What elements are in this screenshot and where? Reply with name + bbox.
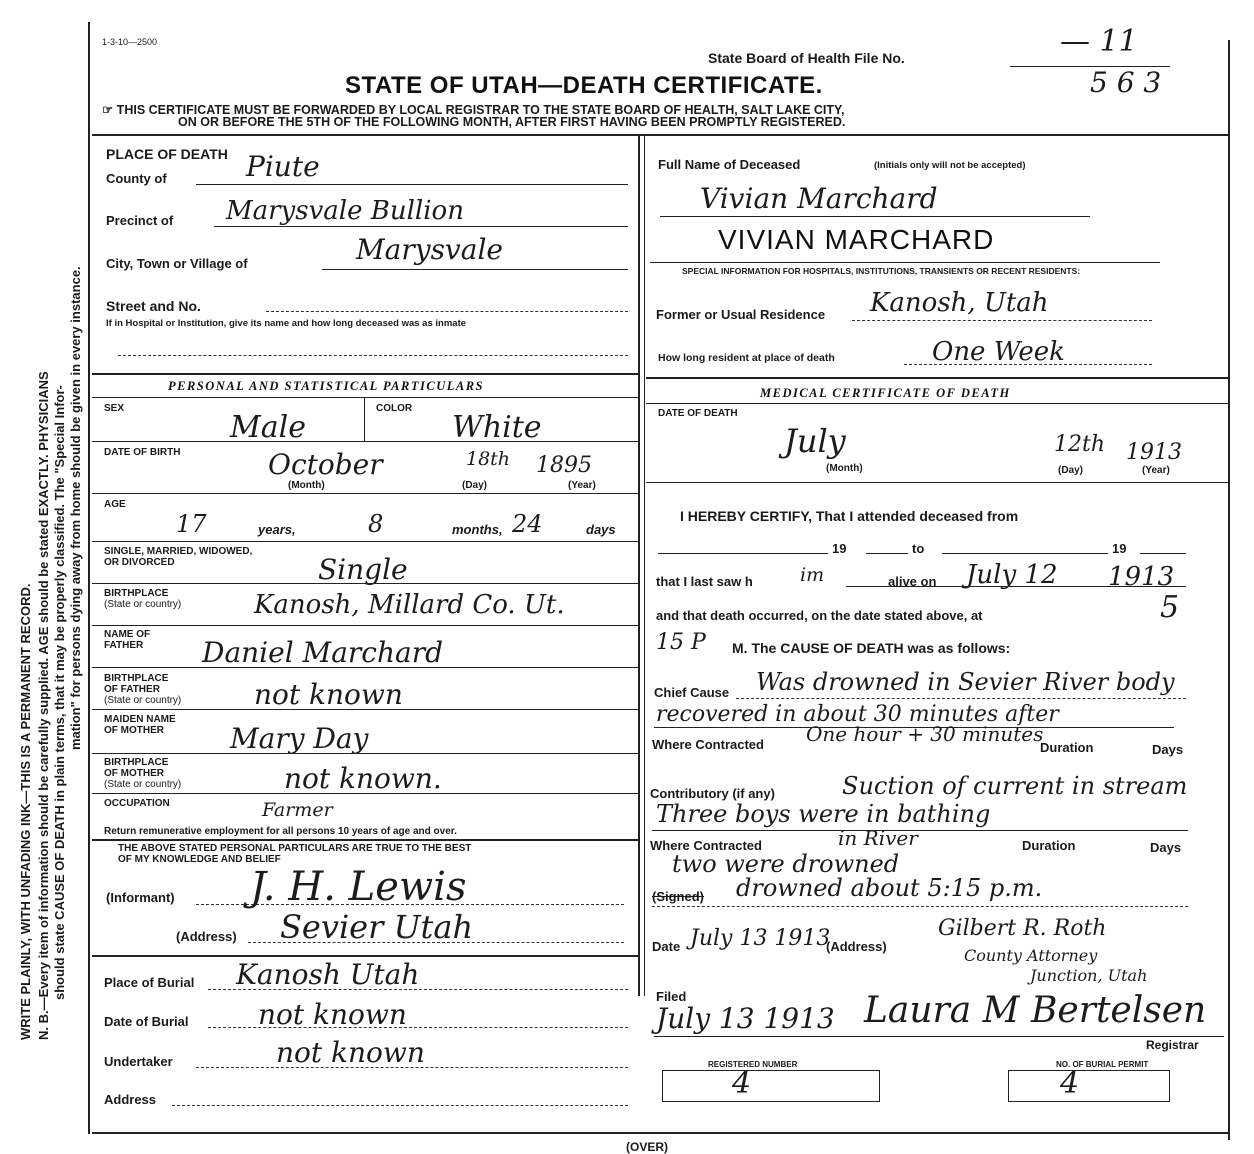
where-contracted-1-label: Where Contracted xyxy=(652,737,764,752)
cause-intro: M. The CAUSE OF DEATH was as follows: xyxy=(732,640,1011,656)
burial-place-label: Place of Burial xyxy=(104,975,195,990)
city-label: City, Town or Village of xyxy=(106,256,248,271)
cert-address-label: (Address) xyxy=(826,939,887,954)
true-statement-2: OF MY KNOWLEDGE AND BELIEF xyxy=(118,854,281,865)
p-rule-2 xyxy=(92,493,638,494)
chief-cause-1: Was drowned in Sevier River body xyxy=(756,668,1175,696)
center-divider xyxy=(638,136,640,996)
occupation-label: OCCUPATION xyxy=(104,798,170,809)
p-rule-1 xyxy=(92,441,638,442)
last-saw-year: 1913 xyxy=(1108,562,1175,592)
last-saw-line xyxy=(846,586,1186,587)
signed-label: (Signed) xyxy=(652,889,704,904)
left-border xyxy=(88,22,90,1134)
county-label: County of xyxy=(106,171,167,186)
occupation-note: Return remunerative employment for all persons 10 years of age and over. xyxy=(104,826,457,837)
page-title: STATE OF UTAH—DEATH CERTIFICATE. xyxy=(345,72,823,99)
precinct-label: Precinct of xyxy=(106,213,174,228)
sex-color-divider xyxy=(364,398,365,441)
name-rule xyxy=(650,262,1160,263)
marital-value: Single xyxy=(318,553,408,586)
p-rule-3 xyxy=(92,541,638,542)
burial-permit-label: NO. OF BURIAL PERMIT xyxy=(1056,1060,1149,1069)
physician-title: County Attorney xyxy=(964,946,1098,965)
birthplace-sublabel: (State or country) xyxy=(104,599,182,610)
father-label-1: NAME OF xyxy=(104,629,151,640)
residence-label: Former or Usual Residence xyxy=(656,307,826,322)
where-contracted-2-label: Where Contracted xyxy=(650,838,762,853)
registered-number-value: 4 xyxy=(732,1066,752,1101)
form-number: 1-3-10—2500 xyxy=(102,37,158,47)
residence-value: Kanosh, Utah xyxy=(870,288,1049,318)
chief-cause-line xyxy=(736,698,1186,699)
name-note: (Initials only will not be accepted) xyxy=(874,160,1026,171)
true-statement-1: THE ABOVE STATED PERSONAL PARTICULARS ARE TRUE TO THE BEST xyxy=(118,843,472,854)
dod-month: July xyxy=(784,422,846,460)
signed-line xyxy=(652,906,1188,907)
p-rule-6 xyxy=(92,667,638,668)
burial-place-value: Kanosh Utah xyxy=(236,958,420,991)
place-heading: PLACE OF DEATH xyxy=(106,146,228,162)
mother-value: Mary Day xyxy=(230,722,369,755)
mother-birthplace-label-3: (State or country) xyxy=(104,779,182,790)
age-months-value: 8 xyxy=(368,510,384,538)
burial-permit-box xyxy=(1008,1070,1170,1102)
hospital-note: If in Hospital or Institution, give its name and how long deceased was as inmate xyxy=(106,318,467,329)
instructions-line-2: ON OR BEFORE THE 5TH OF THE FOLLOWING MONTH, AFTER FIRST HAVING BEEN PROMPTLY REGISTERED. xyxy=(178,115,846,129)
side-note-line-2: should state CAUSE OF DEATH in plain terms, that it may be properly classified. The "Special Infor- xyxy=(52,385,67,1000)
occupation-value: Farmer xyxy=(262,799,333,821)
county-value: Piute xyxy=(246,150,320,183)
bottom-border xyxy=(92,1132,1228,1134)
file-no-label: State Board of Health File No. xyxy=(708,50,905,66)
p-rule-10 xyxy=(92,839,638,841)
days-2-label: Days xyxy=(1150,840,1182,855)
side-note-line-3: mation" for persons dying away from home should be given in every instance. xyxy=(68,266,83,750)
p-rule-4 xyxy=(92,583,638,584)
p-rule-5 xyxy=(92,625,638,626)
color-label: COLOR xyxy=(376,403,413,414)
registered-number-box xyxy=(662,1070,880,1102)
contributory-1: Suction of current in stream xyxy=(842,772,1188,800)
precinct-value: Marysvale Bullion xyxy=(226,196,464,226)
death-time: 15 P xyxy=(656,630,706,655)
mid-rule-right xyxy=(646,377,1228,379)
last-saw-text-1: that I last saw h xyxy=(656,574,753,589)
dob-year: 1895 xyxy=(536,453,592,478)
dod-month-caption: (Month) xyxy=(826,463,863,474)
side-note-line-1: N. B.—Every item of information should be carefully supplied. AGE should be stated EXACTLY. PHYSICIANS xyxy=(36,371,51,1040)
to-word: to xyxy=(912,541,925,556)
dod-day: 12th xyxy=(1054,432,1106,457)
file-no-value: — 11 xyxy=(1060,24,1138,59)
father-birthplace-label-2: OF FATHER xyxy=(104,684,160,695)
how-long-value: One Week xyxy=(932,337,1065,367)
dod-label: DATE OF DEATH xyxy=(658,408,738,419)
deceased-name-typed: VIVIAN MARCHARD xyxy=(718,224,995,255)
burial-permit-value: 4 xyxy=(1060,1066,1080,1101)
mid-rule-left xyxy=(92,373,638,375)
undertaker-address-label: Address xyxy=(104,1092,157,1107)
duration-2-label: Duration xyxy=(1022,838,1076,853)
p-rule-8 xyxy=(92,753,638,754)
chief-cause-label: Chief Cause xyxy=(654,685,730,700)
street-label: Street and No. xyxy=(106,298,201,314)
how-long-label: How long resident at place of death xyxy=(658,352,835,364)
physician-place: Junction, Utah xyxy=(1030,966,1148,985)
informant-address-label: (Address) xyxy=(176,929,237,944)
county-line xyxy=(196,184,628,185)
father-birthplace-value: not known xyxy=(254,678,403,711)
from-year-line xyxy=(866,553,908,554)
informant-label: (Informant) xyxy=(106,890,175,905)
nineteen-1: 19 xyxy=(832,541,847,556)
dob-day-caption: (Day) xyxy=(462,480,488,491)
sex-label: SEX xyxy=(104,403,125,414)
father-label-2: FATHER xyxy=(104,640,144,651)
m-rule-1 xyxy=(646,482,1228,483)
special-info-heading: SPECIAL INFORMATION FOR HOSPITALS, INSTITUTIONS, TRANSIENTS OR RECENT RESIDENTS: xyxy=(682,266,1081,276)
mother-label-2: OF MOTHER xyxy=(104,725,164,736)
chief-cause-2: recovered in about 30 minutes after xyxy=(656,702,1059,727)
from-line xyxy=(658,553,828,554)
dob-year-caption: (Year) xyxy=(568,480,596,491)
header-rule xyxy=(92,134,1228,136)
filed-line xyxy=(654,1036,1224,1037)
last-saw-date: July 12 xyxy=(966,560,1058,590)
mother-birthplace-label-2: OF MOTHER xyxy=(104,768,164,779)
to-year-line xyxy=(1140,553,1186,554)
contributory-2: Three boys were in bathing xyxy=(656,800,991,828)
contributory-3: two were drowned xyxy=(672,850,900,878)
cert-date-label: Date xyxy=(652,939,681,954)
color-value: White xyxy=(452,410,542,445)
birthplace-value: Kanosh, Millard Co. Ut. xyxy=(254,590,565,620)
filed-label: Filed xyxy=(656,989,687,1004)
deceased-name-handwritten: Vivian Marchard xyxy=(700,182,938,215)
city-line xyxy=(322,269,628,270)
dod-year: 1913 xyxy=(1126,440,1182,465)
side-note-line-4: WRITE PLAINLY, WITH UNFADING INK—THIS IS A PERMANENT RECORD. xyxy=(18,583,33,1040)
burial-date-value: not known xyxy=(258,998,407,1031)
mother-label-1: MAIDEN NAME xyxy=(104,714,176,725)
p-rule-7 xyxy=(92,709,638,710)
registered-number-label: REGISTERED NUMBER xyxy=(708,1060,798,1069)
informant-address-value: Sevier Utah xyxy=(280,908,474,946)
name-label: Full Name of Deceased xyxy=(658,157,801,172)
over-label: (OVER) xyxy=(626,1140,668,1154)
where-contracted-1-value: One hour + 30 minutes xyxy=(806,722,1044,746)
m-rule-0 xyxy=(646,403,1228,404)
p-rule-9 xyxy=(92,793,638,794)
p-rule-11 xyxy=(92,955,638,957)
dob-label: DATE OF BIRTH xyxy=(104,447,181,458)
certify-text: I HEREBY CERTIFY, That I attended deceased from xyxy=(680,508,1019,524)
age-years-value: 17 xyxy=(176,510,207,538)
name-line xyxy=(660,216,1090,217)
filed-date: July 13 1913 xyxy=(656,1002,835,1035)
birthplace-label: BIRTHPLACE xyxy=(104,588,169,599)
contributory-line xyxy=(652,830,1188,831)
marital-label: SINGLE, MARRIED, WIDOWED, OR DIVORCED xyxy=(104,546,253,568)
father-value: Daniel Marchard xyxy=(202,636,444,669)
undertaker-address-line xyxy=(172,1105,628,1106)
city-value: Marysvale xyxy=(356,233,503,266)
dod-year-caption: (Year) xyxy=(1142,465,1170,476)
mother-birthplace-value: not known. xyxy=(284,762,442,795)
instructions-line-1: ☞ THIS CERTIFICATE MUST BE FORWARDED BY LOCAL REGISTRAR TO THE STATE BOARD OF HEALTH, SALT LAKE CITY, xyxy=(102,103,845,117)
to-line xyxy=(942,553,1108,554)
sex-value: Male xyxy=(230,410,306,445)
undertaker-label: Undertaker xyxy=(104,1054,173,1069)
age-label: AGE xyxy=(104,499,126,510)
father-birthplace-label-3: (State or country) xyxy=(104,695,182,706)
age-days-value: 24 xyxy=(512,510,543,538)
last-saw-text-2: alive on xyxy=(888,574,937,589)
registrar-label: Registrar xyxy=(1146,1038,1199,1052)
street-line xyxy=(266,311,628,312)
days-word: days xyxy=(586,522,616,537)
occurred-text: and that death occurred, on the date stated above, at xyxy=(656,608,983,623)
duration-1-label: Duration xyxy=(1040,740,1094,755)
signed-note: drowned about 5:15 p.m. xyxy=(736,874,1043,902)
right-border xyxy=(1228,40,1230,1140)
undertaker-value: not known xyxy=(276,1036,425,1069)
last-saw-pronoun: im xyxy=(800,564,825,586)
days-1-label: Days xyxy=(1152,742,1184,757)
mother-birthplace-label-1: BIRTHPLACE xyxy=(104,757,169,768)
father-birthplace-label-1: BIRTHPLACE xyxy=(104,673,169,684)
months-word: months, xyxy=(452,522,503,537)
precinct-line xyxy=(214,226,628,227)
physician-signature: Gilbert R. Roth xyxy=(938,916,1107,941)
death-hour: 5 xyxy=(1160,590,1180,625)
p-rule-0 xyxy=(92,397,638,398)
contributory-label: Contributory (if any) xyxy=(650,786,775,801)
burial-date-label: Date of Burial xyxy=(104,1014,189,1029)
certificate-number: 5 6 3 xyxy=(1090,66,1162,99)
center-divider-2 xyxy=(644,136,645,996)
residence-line xyxy=(852,320,1152,321)
dod-day-caption: (Day) xyxy=(1058,465,1084,476)
dob-month: October xyxy=(268,448,383,481)
dob-day: 18th xyxy=(466,448,511,470)
medical-heading: MEDICAL CERTIFICATE OF DEATH xyxy=(760,386,1011,400)
years-word: years, xyxy=(258,522,296,537)
informant-value: J. H. Lewis xyxy=(250,864,467,910)
where-contracted-2-value: in River xyxy=(838,826,918,850)
cert-date-value: July 13 1913 xyxy=(690,926,831,951)
personal-heading: PERSONAL AND STATISTICAL PARTICULARS xyxy=(168,379,484,393)
nineteen-2: 19 xyxy=(1112,541,1127,556)
registrar-signature: Laura M Bertelsen xyxy=(864,990,1207,1031)
dob-month-caption: (Month) xyxy=(288,480,325,491)
hospital-line xyxy=(118,355,628,356)
